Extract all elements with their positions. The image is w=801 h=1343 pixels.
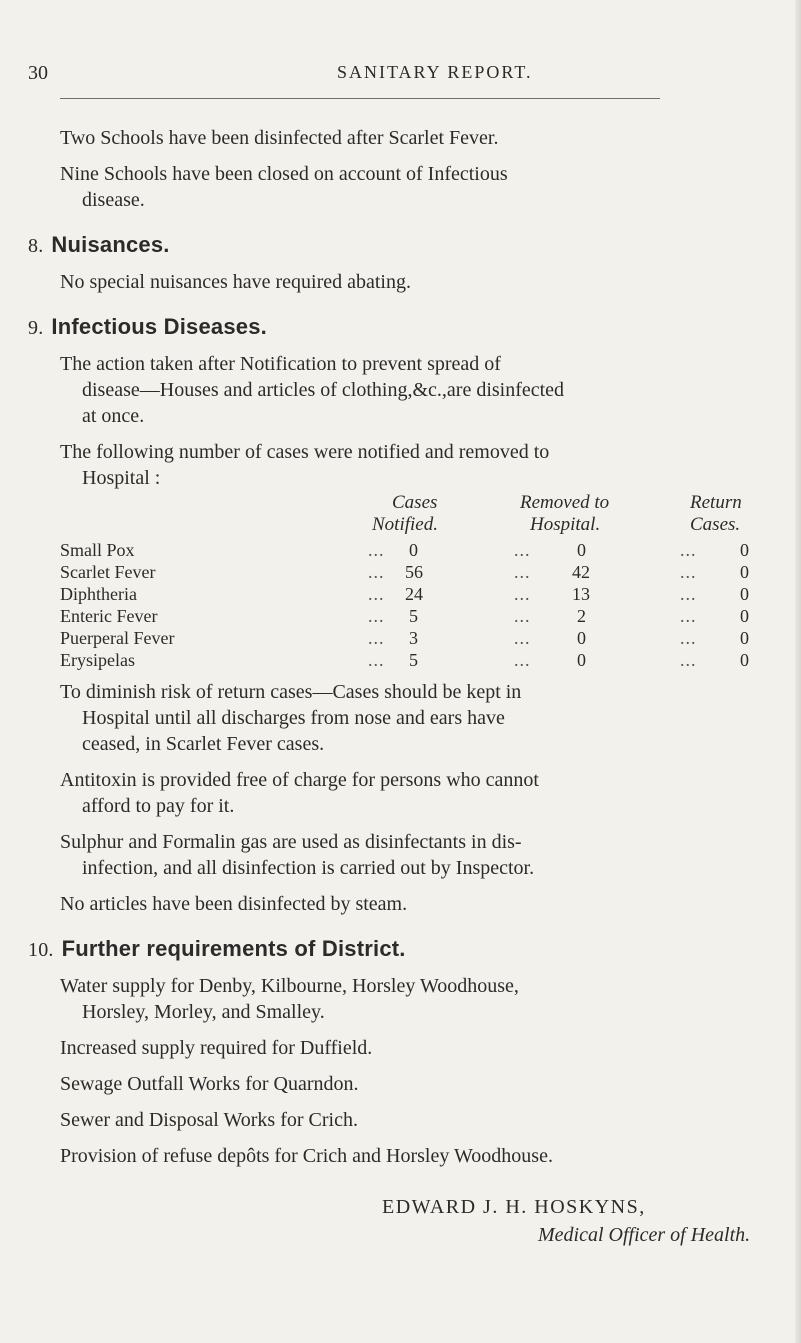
leader-dots: ... [368, 584, 385, 604]
row-notified: 3 [409, 628, 418, 648]
row-disease: Small Pox [60, 540, 135, 560]
row-return: 0 [740, 540, 749, 560]
leader-dots: ... [368, 650, 385, 670]
action-line-1: The action taken after Notification to prevent spread of [60, 353, 501, 375]
duffield-line: Increased supply required for Duffield. [60, 1037, 373, 1059]
row-return: 0 [740, 628, 749, 648]
section-8-number: 8. [28, 235, 44, 257]
page-edge-shadow [795, 0, 801, 1343]
header-removed-1: Removed to [520, 492, 610, 513]
antitoxin-line-1: Antitoxin is provided free of charge for persons who cannot [60, 769, 539, 791]
section-9-title: Infectious Diseases. [51, 314, 267, 339]
section-10-heading [28, 936, 406, 962]
row-disease: Diphtheria [60, 584, 137, 604]
row-disease: Scarlet Fever [60, 562, 156, 582]
row-removed: 0 [577, 540, 586, 560]
row-notified: 5 [409, 650, 418, 670]
leader-dots: ... [514, 628, 531, 648]
leader-dots: ... [514, 562, 531, 582]
row-disease: Erysipelas [60, 650, 135, 670]
leader-dots: ... [368, 562, 385, 582]
section-8-title: Nuisances. [51, 232, 170, 257]
leader-dots: ... [680, 562, 697, 582]
leader-dots: ... [514, 540, 531, 560]
section-8-text: No special nuisances have required abating. [60, 271, 411, 293]
row-removed: 0 [577, 628, 586, 648]
leader-dots: ... [368, 606, 385, 626]
header-notified-1: Cases [392, 492, 438, 513]
leader-dots: ... [368, 628, 385, 648]
row-return: 0 [740, 562, 749, 582]
header-removed-2: Hospital. [530, 514, 601, 535]
row-disease: Puerperal Fever [60, 628, 175, 648]
row-notified: 0 [409, 540, 418, 560]
section-8-heading [28, 232, 170, 258]
row-removed: 13 [572, 584, 590, 604]
row-return: 0 [740, 606, 749, 626]
row-notified: 56 [405, 562, 423, 582]
signature-name: EDWARD J. H. HOSKYNS, [382, 1196, 646, 1218]
header-rule [60, 98, 660, 99]
header-notified-2: Notified. [372, 514, 438, 535]
steam-line: No articles have been disinfected by steam. [60, 893, 408, 915]
leader-dots: ... [514, 584, 531, 604]
crich-line: Sewer and Disposal Works for Crich. [60, 1109, 358, 1131]
leader-dots: ... [680, 584, 697, 604]
risk-line-1: To diminish risk of return cases—Cases should be kept in [60, 681, 522, 703]
sulphur-line-2: infection, and all disinfection is carried out by Inspector. [82, 857, 535, 879]
row-return: 0 [740, 650, 749, 670]
row-removed: 2 [577, 606, 586, 626]
water-line-2: Horsley, Morley, and Smalley. [82, 1001, 325, 1023]
leader-dots: ... [514, 606, 531, 626]
row-removed: 42 [572, 562, 590, 582]
quarndon-line: Sewage Outfall Works for Quarndon. [60, 1073, 359, 1095]
water-line-1: Water supply for Denby, Kilbourne, Horsley Woodhouse, [60, 975, 519, 997]
section-9-number: 9. [28, 317, 44, 339]
action-line-2: disease—Houses and articles of clothing,&c.,are disinfected [82, 379, 565, 401]
leader-dots: ... [680, 606, 697, 626]
section-10-number: 10. [28, 939, 54, 961]
intro-line-1: Two Schools have been disinfected after Scarlet Fever. [60, 127, 499, 149]
action-line-3: at once. [82, 405, 145, 427]
page-number: 30 [28, 62, 48, 84]
leader-dots: ... [680, 650, 697, 670]
signature-title: Medical Officer of Health. [538, 1224, 751, 1246]
row-return: 0 [740, 584, 749, 604]
following-line-2: Hospital : [82, 467, 161, 489]
header-return-1: Return [690, 492, 742, 513]
leader-dots: ... [368, 540, 385, 560]
intro-line-2b: disease. [82, 189, 145, 211]
refuse-line: Provision of refuse depôts for Crich and Horsley Woodhouse. [60, 1145, 553, 1167]
row-removed: 0 [577, 650, 586, 670]
risk-line-2: Hospital until all discharges from nose and ears have [82, 707, 505, 729]
leader-dots: ... [514, 650, 531, 670]
intro-line-2a: Nine Schools have been closed on account of Infectious [60, 163, 508, 185]
header-return-2: Cases. [690, 514, 741, 535]
row-notified: 24 [405, 584, 423, 604]
antitoxin-line-2: afford to pay for it. [82, 795, 235, 817]
leader-dots: ... [680, 628, 697, 648]
section-9-heading [28, 314, 267, 340]
risk-line-3: ceased, in Scarlet Fever cases. [82, 733, 325, 755]
following-line-1: The following number of cases were notified and removed to [60, 441, 550, 463]
row-notified: 5 [409, 606, 418, 626]
row-disease: Enteric Fever [60, 606, 158, 626]
leader-dots: ... [680, 540, 697, 560]
running-title: SANITARY REPORT. [337, 62, 533, 82]
sulphur-line-1: Sulphur and Formalin gas are used as disinfectants in dis- [60, 831, 522, 853]
section-10-title: Further requirements of District. [61, 936, 406, 961]
